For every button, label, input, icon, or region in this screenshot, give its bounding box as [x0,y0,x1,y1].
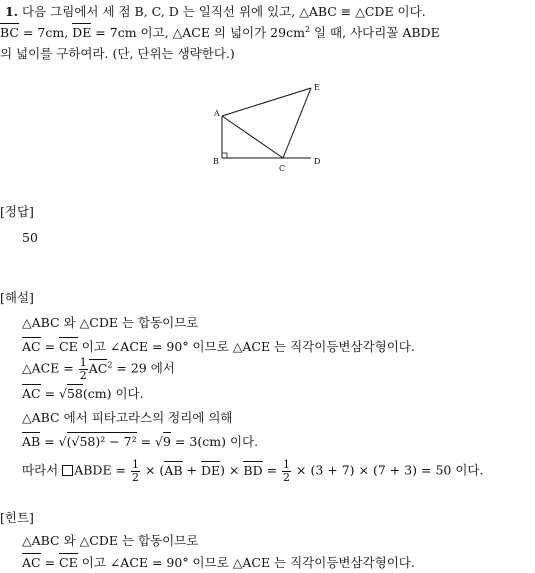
seg-ac: AC [22,555,41,570]
problem-text-3: 의 넓이를 구하여라. (단, 단위는 생략한다.) [0,46,235,61]
explanation-line-2 [22,341,415,354]
explanation-line-6 [22,436,258,449]
segment-bc: BC [0,25,19,41]
frac-num: 1 [79,356,87,369]
sqrt-sign: = √ [40,434,67,449]
sqrt-sign: = √ [40,386,67,401]
hint-line-1: △ABC 와 △CDE 는 합동이므로 [22,533,199,548]
problem-text-2-tail: 일 때, 사다리꼴 ABDE [310,25,440,41]
exp-l7-f: × (3 + 7) × (7 + 3) = 50 이다. [292,462,484,478]
exp-l3-rest: = 29 에서 [112,360,175,376]
seg-ac: AC [22,339,41,354]
radicand: 58 [66,386,83,401]
exp-sup: 2 [107,360,113,370]
point-e-label: E [314,83,320,92]
sqrt-sign: = √ [136,434,164,449]
bc-value: = 7cm, [18,25,73,41]
radicand: (√58)² − 7² [66,434,137,449]
plus: + [182,462,201,478]
hint-header: [힌트] [0,510,34,525]
problem-text-1: 다음 그림에서 세 점 B, C, D 는 일직선 위에 있고, △ABC ≡ △CDE 이다. [22,4,426,19]
fraction-half [79,357,88,381]
segment-ae-line [222,88,311,116]
frac-den: 2 [131,470,139,484]
explanation-line-1: △ABC 와 △CDE 는 합동이므로 [22,315,199,330]
frac-den: 2 [283,470,291,484]
exp-l7-a: 따라서 [22,462,63,478]
explanation-line-3 [22,357,175,381]
frac-num: 1 [131,458,139,471]
point-b-label: B [213,157,219,166]
problem-line-1 [5,6,426,19]
problem-number: 1. [5,4,19,19]
fraction-half [131,459,140,483]
hint-l2-rest: 이고 ∠ACE = 90° 이므로 △ACE 는 직각이등변삼각형이다. [77,555,415,570]
explanation-line-5: △ABC 에서 피타고라스의 정리에 의해 [22,410,233,425]
problem-line-2 [0,26,440,40]
area-unit-sup: 2 [304,25,311,34]
exp-l7-c: × ( [140,462,165,478]
answer-value: 50 [22,230,38,245]
hint-line-2 [22,557,415,570]
exp-l7-b: ABDE = [74,462,130,478]
segment-de: DE [72,25,92,41]
eq: = [40,555,60,570]
right-angle-mark [222,153,227,158]
exp-l7-d: ) × [220,462,244,478]
segment-ac-line [222,116,283,158]
explanation-header: [해설] [0,290,34,305]
eq: = [40,339,60,354]
geometry-figure [205,80,335,175]
fraction-half [282,459,291,483]
explanation-line-7 [22,459,483,483]
exp-l3-a: △ACE = [22,360,78,376]
point-d-label: D [314,157,321,166]
seg-de: DE [200,462,221,478]
answer-header: [정답] [0,204,34,219]
seg-ac: AC [22,386,41,401]
point-c-label: C [279,164,286,173]
point-a-label: A [214,109,220,118]
exp-l6-rest: = 3(cm) 이다. [170,434,259,449]
explanation-line-4 [22,388,144,401]
segment-ce-line [283,88,311,158]
seg-bd: BD [243,462,263,478]
seg-ab: AB [164,462,183,478]
eq: = [262,462,282,478]
seg-ab: AB [22,434,41,449]
seg-ce: CE [59,555,78,570]
radicand: 9 [163,434,171,449]
exp-l2-rest: 이고 ∠ACE = 90° 이므로 △ACE 는 직각이등변삼각형이다. [77,339,415,354]
problem-line-3 [0,48,235,61]
frac-den: 2 [79,368,87,382]
seg-ce: CE [59,339,78,354]
quadrilateral-icon [62,465,73,476]
de-value: = 7cm 이고, △ACE 의 넓이가 29cm [91,25,305,41]
seg-ac: AC [88,360,108,376]
exp-l4-rest: (cm) 이다. [82,386,144,401]
frac-num: 1 [283,458,291,471]
